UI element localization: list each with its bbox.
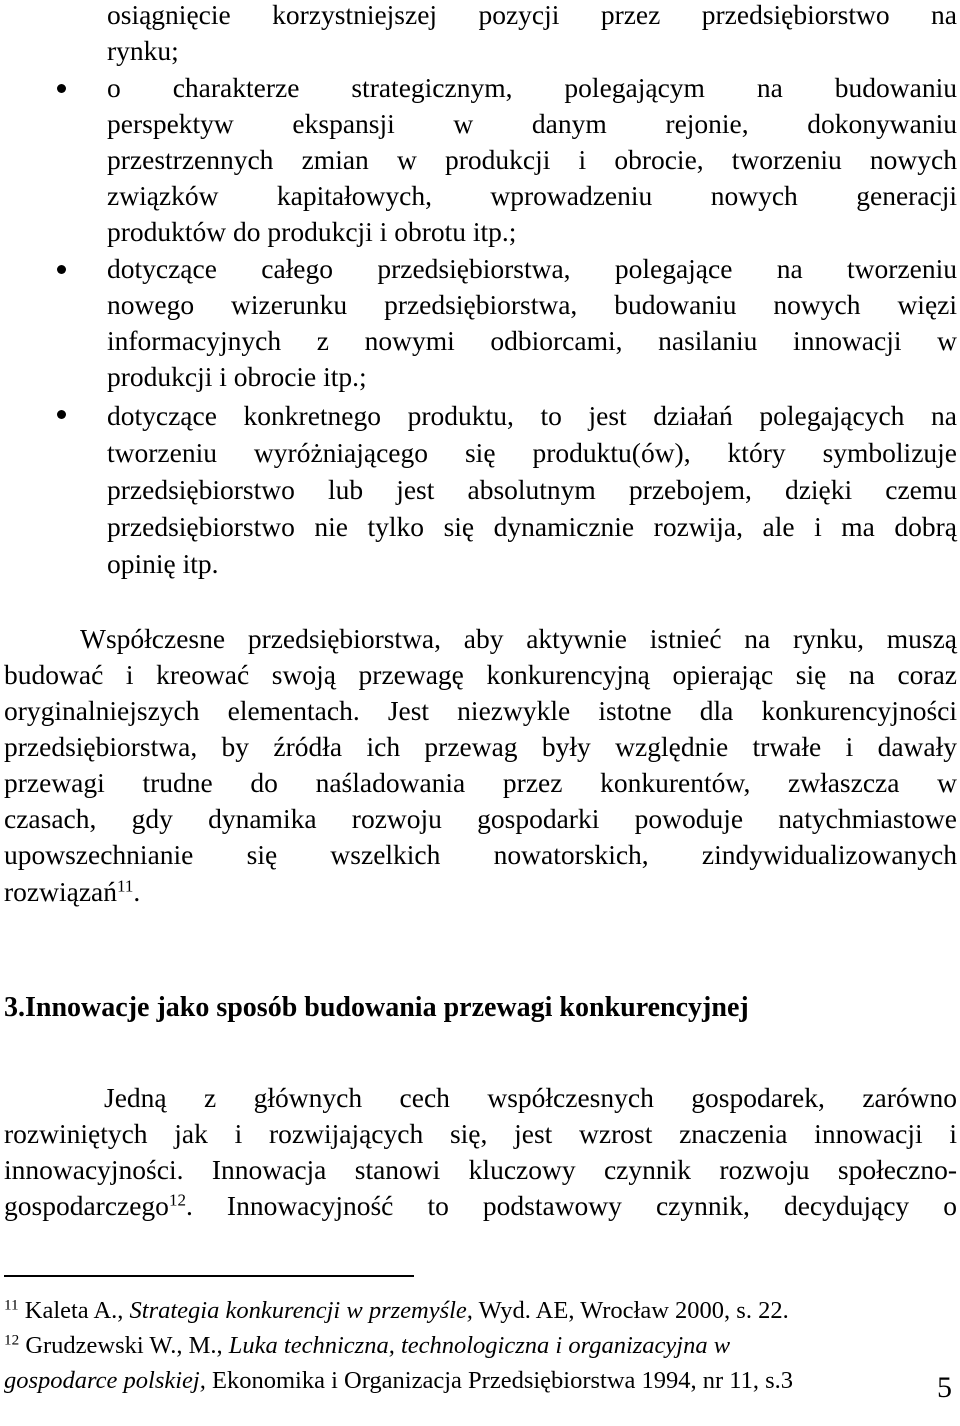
list-item-line: przedsiębiorstwo lub jest absolutnym przebojem, dzięki czemu — [107, 474, 957, 505]
footnote-title: gospodarce polskiej, — [4, 1367, 206, 1394]
paragraph-line: Współczesne przedsiębiorstwa, aby aktywnie istnieć na rynku, muszą — [80, 623, 957, 654]
footnote-number: 12 — [4, 1331, 20, 1349]
footnote — [4, 1329, 730, 1363]
list-item-line: tworzeniu wyróżniającego się produktu(ów), który symbolizuje — [107, 437, 957, 468]
list-item-line: rynku; — [107, 35, 179, 66]
footnote-title: Luka techniczna, technologiczna i organizacyjna w — [228, 1332, 731, 1359]
footnote — [4, 1294, 789, 1328]
footnote-source: Wyd. AE, Wrocław 2000, s. 22. — [472, 1297, 789, 1324]
list-item-line: dotyczące konkretnego produktu, to jest działań polegających na — [107, 400, 957, 431]
paragraph-line: budować i kreować swoją przewagę konkurencyjną opierając się na coraz — [4, 659, 957, 690]
paragraph-line — [4, 874, 140, 910]
list-item-line: o charakterze strategicznym, polegającym na budowaniu — [107, 72, 957, 103]
paragraph-line: upowszechnianie się wszelkich nowatorskich, zindywidualizowanych — [4, 839, 957, 870]
list-item-line: osiągnięcie korzystniejszej pozycji przez przedsiębiorstwo na — [107, 0, 957, 30]
section-heading: 3.Innowacje jako sposób budowania przewagi konkurencyjnej — [4, 992, 749, 1023]
footnote-source: Ekonomika i Organizacja Przedsiębiorstwa 1994, nr 11, s.3 — [205, 1367, 794, 1394]
list-item-line: produkcji i obrocie itp.; — [107, 361, 367, 392]
list-item-line: przestrzennych zmian w produkcji i obrocie, tworzeniu nowych — [107, 144, 957, 175]
paragraph-line: czasach, gdy dynamika rozwoju gospodarki powoduje natychmiastowe — [4, 803, 957, 834]
list-item-line: opinię itp. — [107, 548, 219, 579]
footnote-number: 11 — [4, 1296, 19, 1314]
footnote-reference[interactable]: 11 — [116, 876, 134, 896]
list-item-line: dotyczące całego przedsiębiorstwa, polegające na tworzeniu — [107, 253, 957, 284]
paragraph-text: rozwiązań — [4, 876, 117, 907]
footnote-author: Grudzewski W., M. — [25, 1332, 217, 1359]
footnote-author: Kaleta A. — [24, 1297, 118, 1324]
page-number: 5 — [937, 1371, 952, 1404]
paragraph-line — [4, 1188, 957, 1224]
footnote-separator — [4, 1275, 414, 1277]
list-item-line: związków kapitałowych, wprowadzeniu nowych generacji — [107, 180, 957, 211]
footnote-separator-text: , — [216, 1332, 229, 1359]
list-item-line: informacyjnych z nowymi odbiorcami, nasilaniu innowacji w — [107, 325, 957, 356]
list-item-line: nowego wizerunku przedsiębiorstwa, budowaniu nowych więzi — [107, 289, 957, 320]
paragraph-text: gospodarczego — [4, 1190, 169, 1221]
footnote-continuation — [4, 1364, 793, 1398]
paragraph-line: innowacyjności. Innowacja stanowi kluczowy czynnik rozwoju społeczno- — [4, 1154, 957, 1185]
list-item-line: perspektyw ekspansji w danym rejonie, dokonywaniu — [107, 108, 957, 139]
paragraph-text: . Innowacyjność to podstawowy czynnik, decydujący o — [185, 1190, 957, 1221]
bullet-icon — [57, 410, 66, 419]
bullet-icon — [57, 265, 66, 274]
paragraph-text: . — [133, 876, 141, 907]
footnote-title: Strategia konkurencji w przemyśle, — [129, 1297, 473, 1324]
paragraph-line: oryginalniejszych elementach. Jest niezwykle istotne dla konkurencyjności — [4, 695, 957, 726]
paragraph-line: przedsiębiorstwa, by źródła ich przewag były względnie trwałe i dawały — [4, 731, 957, 762]
paragraph-line: rozwiniętych jak i rozwijających się, jest wzrost znaczenia innowacji i — [4, 1118, 957, 1149]
list-item-line: przedsiębiorstwo nie tylko się dynamicznie rozwija, ale i ma dobrą — [107, 511, 957, 542]
paragraph-line: przewagi trudne do naśladowania przez konkurentów, zwłaszcza w — [4, 767, 957, 798]
footnote-reference[interactable]: 12 — [168, 1190, 186, 1210]
list-item-line: produktów do produkcji i obrotu itp.; — [107, 216, 517, 247]
paragraph-line: Jedną z głównych cech współczesnych gospodarek, zarówno — [104, 1082, 957, 1113]
footnote-separator-text: , — [117, 1297, 130, 1324]
bullet-icon — [57, 84, 66, 93]
